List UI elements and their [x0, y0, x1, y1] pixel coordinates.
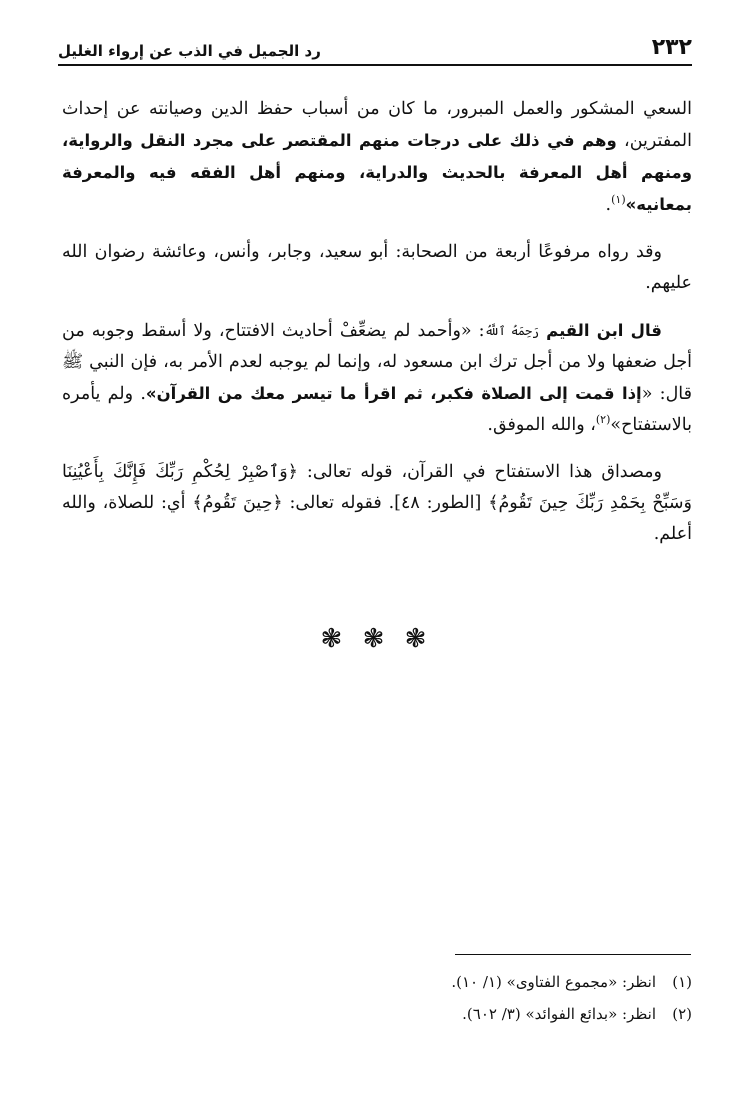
paragraph-1-bold-text: وهم في ذلك على درجات منهم المقتصر على مجرد النقل والرواية، ومنهم أهل المعرفة بالحديث والدراية، ومنهم أهل الفقه فيه والمعرفة بمعانيه»: [62, 131, 692, 214]
page-header: [58, 28, 692, 66]
verse-citation: [الطور: ٤٨]. فقوله تعالى:: [282, 493, 489, 513]
main-text: [62, 94, 692, 566]
footnote-text: انظر: «مجموع الفتاوى» (١/ ١٠).: [451, 973, 656, 991]
paragraph-2-text: وقد رواه مرفوعًا أربعة من الصحابة: أبو سعيد، وجابر، وأنس، وعائشة رضوان الله عليهم.: [62, 242, 692, 293]
paragraph-4-text: ومصداق هذا الاستفتاح في القرآن، قوله تعالى:: [297, 462, 662, 482]
paragraph-1-end: .: [605, 195, 612, 215]
footnote-divider: [455, 954, 691, 955]
paragraph-4: [62, 457, 692, 550]
paragraph-1-text: السعي المشكور والعمل المبرور، ما كان من أسباب حفظ الدين وصيانته عن إحداث المفترين،: [62, 99, 693, 151]
paragraph-4-end: أي: للصلاة، والله أعلم.: [62, 493, 692, 544]
running-title: رد الجميل في الذب عن إرواء الغليل: [58, 42, 321, 60]
quote-author: قال ابن القيم: [546, 321, 662, 340]
footnote-2: [62, 998, 692, 1030]
quran-verse-excerpt: ﴿حِينَ تَقُومُ﴾: [192, 493, 283, 513]
hadith-quote: إذا قمت إلى الصلاة فكبر، ثم اقرأ ما تيسر معك من القرآن»: [145, 384, 642, 403]
footnote-text: انظر: «بدائع الفوائد» (٣/ ٦٠٢).: [462, 1005, 656, 1023]
paragraph-3-continuation: . ولم يأمره بالاستفتاح»: [62, 384, 692, 435]
footnote-ref-1: (١): [611, 193, 626, 207]
paragraph-2: [62, 237, 692, 299]
quran-verse: ﴿وَٱصْبِرْ لِحُكْمِ رَبِّكَ فَإِنَّكَ بِأَعْيُنِنَا وَسَبِّحْ بِحَمْدِ رَبِّكَ حِينَ تَقُومُ﴾: [62, 462, 693, 513]
honorific-phrase: رَحِمَهُ ٱللَّهُ: [484, 324, 540, 338]
paragraph-3: [62, 315, 692, 441]
page-number: ٢٣٢: [651, 35, 692, 60]
section-separator: ❃ ❃ ❃: [320, 624, 433, 654]
footnote-number: (٢): [672, 1005, 692, 1023]
footnotes: [62, 966, 692, 1030]
footnote-1: [62, 966, 692, 998]
footnote-number: (١): [672, 973, 692, 991]
paragraph-1: [62, 94, 692, 221]
paragraph-3-end: ، والله الموفق.: [487, 415, 596, 435]
paragraph-3-text: : «وأحمد لم يضعِّفْ أحاديث الافتتاح، ولا أسقط وجوبه من أجل ضعفها ولا من أجل ترك ابن مسعود له، وإنما لم يوجبه لعدم الأمر به، فإن النبي ﷺ قال: «: [62, 321, 693, 404]
footnote-ref-2: (٢): [595, 413, 611, 427]
